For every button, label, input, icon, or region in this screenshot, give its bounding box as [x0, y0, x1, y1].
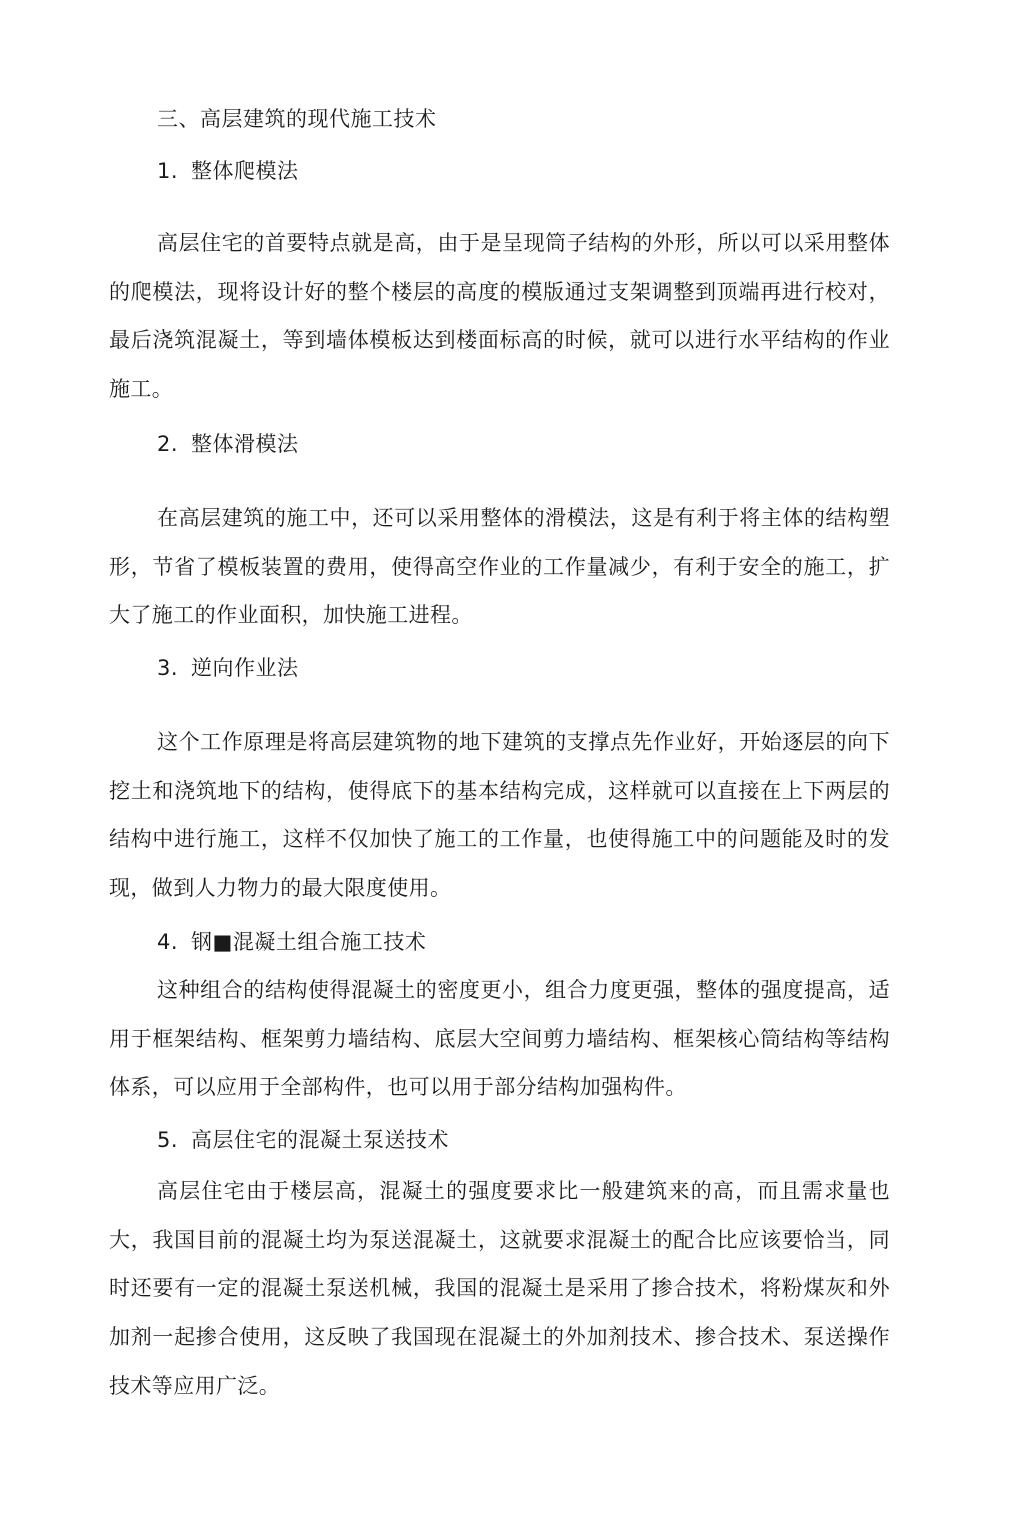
section-title: 三、高层建筑的现代施工技术 [157, 107, 437, 131]
section-number: 4. [157, 930, 179, 954]
section-heading-2 [157, 429, 299, 459]
section-number: 2. [157, 432, 179, 456]
section-paragraph-3: 这个工作原理是将高层建筑物的地下建筑的支撑点先作业好，开始逐层的向下挖土和浇筑地下的结构，使得底下的基本结构完成，这样就可以直接在上下两层的结构中进行施工，这样不仅加快了施工的工作量，也使得施工中的问题能及时的发现，做到人力物力的最大限度使用。 [109, 730, 890, 901]
section-paragraph-4: 这种组合的结构使得混凝土的密度更小，组合力度更强，整体的强度提高，适用于框架结构、框架剪力墙结构、底层大空间剪力墙结构、框架核心筒结构等结构体系，可以应用于全部构件，也可以用于部分结构加强构件。 [109, 978, 890, 1100]
section-paragraph-5: 高层住宅由于楼层高，混凝土的强度要求比一般建筑来的高，而且需求量也大，我国目前的混凝土均为泵送混凝土，这就要求混凝土的配合比应该要恰当，同时还要有一定的混凝土泵送机械，我国的混凝土是采用了掺合技术，将粉煤灰和外加剂一起掺合使用，这反映了我国现在混凝土的外加剂技术、掺合技术、泵送操作技术等应用广泛。 [109, 1179, 890, 1398]
section-heading-5 [157, 1125, 449, 1155]
section-heading-3 [157, 653, 299, 683]
section-paragraph-2: 在高层建筑的施工中，还可以采用整体的滑模法，这是有利于将主体的结构塑形，节省了模板装置的费用，使得高空作业的工作量减少，有利于安全的施工，扩大了施工的作业面积，加快施工进程。 [109, 506, 890, 628]
section-heading-text: 高层住宅的混凝土泵送技术 [191, 1128, 449, 1152]
section-heading-4 [157, 927, 426, 957]
section-heading-text: 整体滑模法 [191, 432, 299, 456]
section-number: 5. [157, 1128, 179, 1152]
section-heading-text: 钢■混凝土组合施工技术 [191, 930, 427, 954]
section-number: 3. [157, 656, 179, 680]
section-number: 1. [157, 159, 179, 183]
section-paragraph-1: 高层住宅的首要特点就是高，由于是呈现筒子结构的外形，所以可以采用整体的爬模法，现将设计好的整个楼层的高度的模版通过支架调整到顶端再进行校对，最后浇筑混凝土，等到墙体模板达到楼面标高的时候，就可以进行水平结构的作业施工。 [109, 231, 890, 402]
section-heading-text: 整体爬模法 [191, 159, 299, 183]
section-heading-1 [157, 156, 299, 186]
section-heading-text: 逆向作业法 [191, 656, 299, 680]
